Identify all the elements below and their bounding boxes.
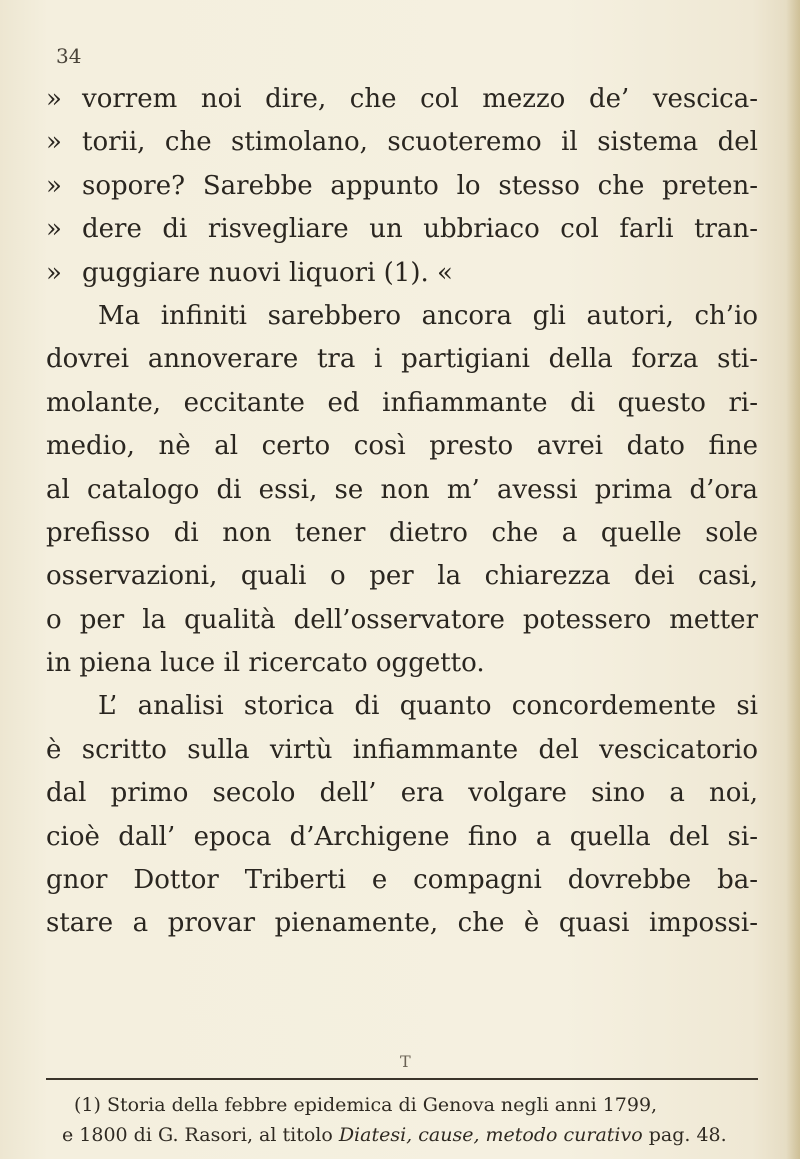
line-text: vorrem noi dire, che col mezzo de’ vescica- [82,84,758,114]
text-line [46,816,758,859]
line-text: è scritto sulla virtù infiammante del vescicatorio [46,734,758,765]
footnote-rule [46,1078,758,1080]
line-text: medio, nè al certo così presto avrei dato fine [46,431,758,462]
quote-mark: » [46,257,62,288]
line-text: prefisso di non tener dietro che a quelle sole [46,517,758,548]
text-line [46,295,758,338]
line-text: in piena luce il ricercato oggetto. [46,648,485,679]
text-line [46,859,758,902]
footnote-book-title: Diatesi, cause, metodo curativo [338,1124,643,1146]
text-line [46,729,758,772]
text-line [46,425,758,468]
line-text: molante, eccitante ed infiammante di questo ri- [46,387,758,418]
text-line [46,165,758,208]
text-line [46,338,758,381]
text-line [46,382,758,425]
signature-mark: T [400,1052,411,1071]
line-text: cioè dall’ epoca d’Archigene fino a quella del si- [46,821,758,852]
line-text: L’ analisi storica di quanto concordemente si [98,691,758,722]
line-text: gnor Dottor Triberti e compagni dovrebbe ba- [46,865,758,896]
line-text: torii, che stimolano, scuoteremo il sistema del [82,127,758,158]
quote-mark: » [46,214,62,245]
quote-mark: » [46,170,62,201]
line-text: al catalogo di essi, se non m’ avessi prima d’ora [46,474,758,505]
body-text [46,78,758,946]
text-line [46,685,758,728]
text-line [46,512,758,555]
footnote-line [62,1120,758,1150]
text-line [46,252,758,295]
page-edge-shadow [786,0,800,1159]
footnote-line: (1) Storia della febbre epidemica di Genova negli anni 1799, [74,1094,658,1116]
footnote [62,1090,758,1150]
line-text: Ma infiniti sarebbero ancora gli autori, ch’io [98,300,758,331]
line-text: osservazioni, quali o per la chiarezza dei casi, [46,561,758,592]
text-line [46,121,758,164]
text-line [46,78,758,121]
text-line [46,469,758,512]
text-line [46,599,758,642]
footnote-text: pag. 48. [642,1124,727,1146]
line-text: guggiare nuovi liquori (1). « [82,257,453,288]
text-line [46,555,758,598]
line-text: stare a provar pienamente, che è quasi impossi- [46,908,758,939]
quote-mark: » [46,84,62,114]
page-number: 34 [56,44,82,68]
line-text: o per la qualità dell’osservatore potessero metter [46,604,758,635]
line-text: sopore? Sarebbe appunto lo stesso che preten- [82,170,758,201]
line-text: dere di risvegliare un ubbriaco col farli tran- [82,214,758,245]
text-line [46,642,758,685]
quote-mark: » [46,127,62,158]
footnote-text: e 1800 di G. Rasori, al titolo [62,1124,339,1146]
text-line [46,772,758,815]
line-text: dal primo secolo dell’ era volgare sino a noi, [46,778,758,809]
line-text: dovrei annoverare tra i partigiani della forza sti- [46,344,758,375]
text-line [46,902,758,945]
text-line [46,208,758,251]
